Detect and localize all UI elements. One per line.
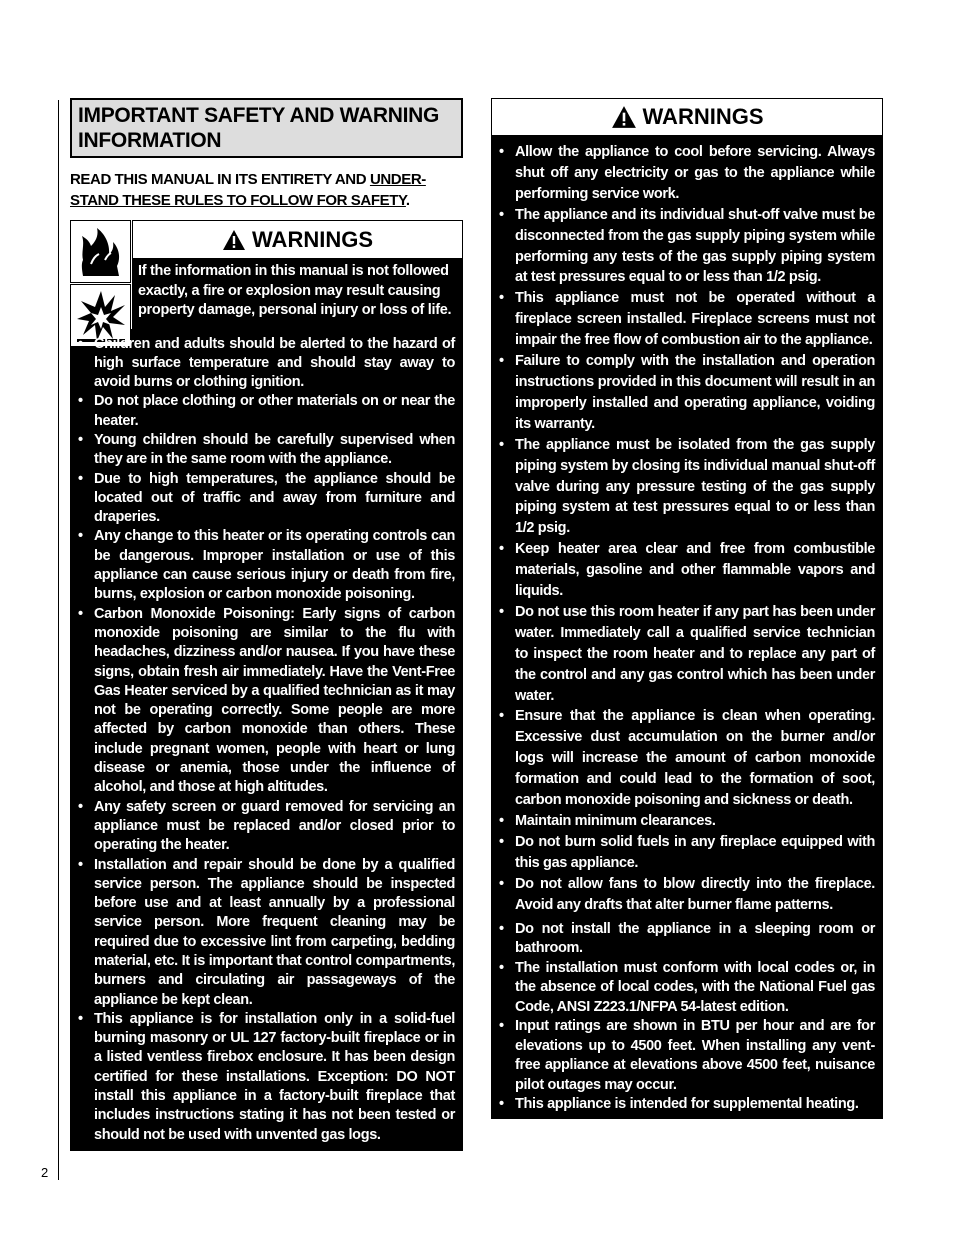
list-item: • Ensure that the appliance is clean when operating. Excessive dust accumulation on the burner and/or logs will increase the amount of carbon monoxide formation and could lead to the formation of soot, carbon monoxide poisoning and sickness or death. <box>499 706 875 811</box>
right-column <box>491 98 883 1119</box>
list-item: • Allow the appliance to cool before servicing. Always shut off any electricity or gas to the appliance while performing service work. <box>499 142 875 205</box>
warning-triangle-icon <box>611 105 637 129</box>
list-item: • Carbon Monoxide Poisoning: Early signs of carbon monoxide poisoning are similar to the flu with headaches, dizziness and/or nausea. If you have these signs, obtain fresh air immediately. Have the Vent-Free Gas Heater serviced by a qualified technician as it may not be operating correctly. Some people are more affected by carbon monoxide than others. These include pregnant women, people with heart or lung disease or anemia, those under the influence of alcohol, and those at high altitudes. <box>78 605 455 798</box>
list-item: • This appliance is intended for supplemental heating. <box>499 1095 875 1115</box>
section-title-line-1: IMPORTANT SAFETY AND WARNING <box>78 104 440 127</box>
list-item: • The installation must conform with local codes or, in the absence of local codes, with the National Fuel gas Code, ANSI Z223.1/NFPA 54-latest edition. <box>499 959 875 1018</box>
list-item: • Young children should be carefully supervised when they are in the same room with the appliance. <box>78 431 455 470</box>
list-item: • Do not place clothing or other materials on or near the heater. <box>78 392 455 431</box>
instruction-tail: . <box>405 192 410 209</box>
left-warning-box <box>70 220 463 1151</box>
list-item: • Failure to comply with the installation and operation instructions provided in this document will result in an improperly installed and operating appliance, voiding its warranty. <box>499 351 875 435</box>
list-item: • Installation and repair should be done by a qualified service person. The appliance should be inspected before use and at least annually by a professional service person. More frequent cleaning may be required due to excessive lint from carpeting, bedding material, etc. It is important that control compartments, burners and circulating air passageways of the appliance be kept clean. <box>78 856 455 1010</box>
left-warning-list <box>70 329 463 1151</box>
list-item: • Due to high temperatures, the appliance should be located out of traffic and away from furniture and draperies. <box>78 470 455 528</box>
list-item: • This appliance is for installation only in a solid-fuel burning masonry or UL 127 factory-built fireplace or in a listed ventless firebox enclosure. It has been design certified for these installations. Exception: DO NOT install this appliance in a factory-built fireplace that includes instructions stating it has not been tested or should not be used with unvented gas logs. <box>78 1010 455 1145</box>
instruction-underlined-2: STAND THESE RULES TO FOLLOW FOR SAFETY <box>70 192 406 209</box>
instruction-lead: READ THIS MANUAL IN ITS ENTIRETY AND <box>70 171 370 188</box>
fire-icon <box>70 220 131 283</box>
list-item: • Do not use this room heater if any part has been under water. Immediately call a qualified service technician to inspect the room heater and to replace any part of the control and any gas control which has been under water. <box>499 602 875 707</box>
list-item: • Children and adults should be alerted to the hazard of high surface temperature and should stay away to avoid burns or clothing ignition. <box>78 335 455 393</box>
hazard-icons <box>70 220 131 347</box>
section-title <box>70 98 463 158</box>
section-title-line-2: INFORMATION <box>78 129 222 152</box>
left-warning-intro: If the information in this manual is not followed exactly, a fire or explosion may result causing property damage, personal injury or loss of life. <box>132 259 463 329</box>
right-warning-list <box>491 136 883 1119</box>
page-number: 2 <box>41 1165 49 1180</box>
read-manual-instruction <box>70 169 463 211</box>
margin-rule <box>58 100 59 1180</box>
right-warnings-heading: WARNINGS <box>491 98 883 136</box>
list-item: • Do not allow fans to blow directly into the fireplace. Avoid any drafts that alter burner flame patterns. <box>499 874 875 916</box>
list-item: • Any safety screen or guard removed for servicing an appliance must be replaced and/or closed prior to operating the heater. <box>78 798 455 856</box>
list-item: • Keep heater area clear and free from combustible materials, gasoline and other flammable vapors and liquids. <box>499 539 875 602</box>
list-item: • The appliance must be isolated from the gas supply piping system by closing its individual manual shut-off valve during any pressure testing of the gas supply piping system at test pressures equal to or less than 1/2 psig. <box>499 435 875 540</box>
list-item: • Input ratings are shown in BTU per hour and are for elevations up to 4500 feet. When installing any vent-free appliance at elevations above 4500 feet, nuisance pilot outages may occur. <box>499 1017 875 1095</box>
warning-triangle-icon <box>222 229 246 251</box>
left-warnings-heading: WARNINGS <box>132 220 463 259</box>
instruction-underlined-1: UNDER- <box>369 171 426 188</box>
list-item: • Do not install the appliance in a sleeping room or bathroom. <box>499 920 875 959</box>
left-column <box>70 98 463 1151</box>
list-item: • Do not burn solid fuels in any fireplace equipped with this gas appliance. <box>499 832 875 874</box>
list-item: • Maintain minimum clearances. <box>499 811 875 832</box>
list-item: • Any change to this heater or its operating controls can be dangerous. Improper installation or use of this appliance can cause serious injury or death from fire, burns, explosion or carbon monoxide poisoning. <box>78 527 455 604</box>
list-item: • This appliance must not be operated without a fireplace screen installed. Fireplace screens must not impair the free flow of combustion air to the appliance. <box>499 288 875 351</box>
list-item: • The appliance and its individual shut-off valve must be disconnected from the gas supply piping system while performing any tests of the gas supply piping system at test pressures equal to or less than 1/2 psig. <box>499 205 875 289</box>
